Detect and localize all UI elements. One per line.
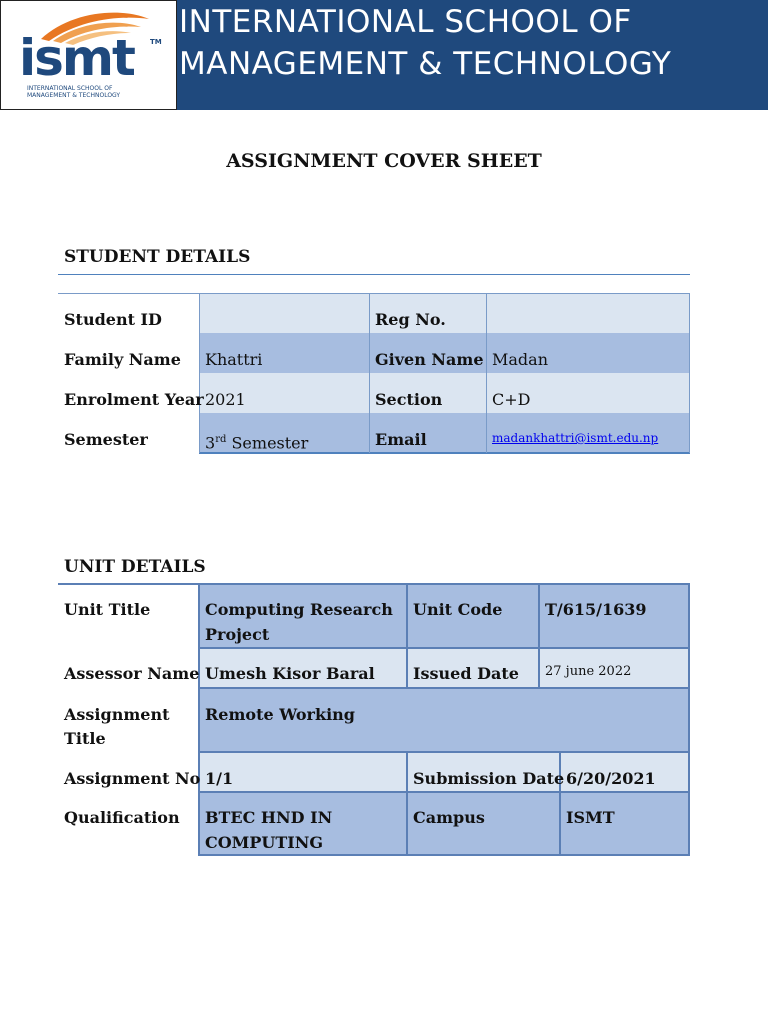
given-name-label: Given Name <box>375 350 484 369</box>
table-border <box>199 687 690 689</box>
table-border <box>406 584 408 688</box>
assessor-name-value: Umesh Kisor Baral <box>205 664 375 683</box>
assignment-no-value: 1/1 <box>205 769 234 788</box>
header-banner <box>177 0 768 110</box>
submission-date-value: 6/20/2021 <box>566 769 656 788</box>
unit-code-label: Unit Code <box>413 600 503 619</box>
unit-code-value: T/615/1639 <box>545 600 647 619</box>
reg-no-label: Reg No. <box>375 310 446 329</box>
assignment-title-label-line-1: Assignment <box>64 705 170 724</box>
semester-value <box>205 428 308 455</box>
table-row <box>199 373 690 413</box>
page-title: ASSIGNMENT COVER SHEET <box>226 150 542 172</box>
campus-value: ISMT <box>566 808 615 827</box>
table-border <box>369 293 370 453</box>
semester-suffix: rd <box>215 434 227 445</box>
semester-number: 3 <box>205 433 216 453</box>
table-border <box>58 583 690 585</box>
qualification-label: Qualification <box>64 808 180 827</box>
table-border <box>538 584 540 688</box>
logo-trademark: TM <box>150 38 162 46</box>
email-link[interactable]: madankhattri@ismt.edu.np <box>492 431 659 445</box>
student-details-heading: STUDENT DETAILS <box>64 247 251 267</box>
table-border <box>688 584 690 856</box>
assignment-no-label: Assignment No <box>64 769 201 788</box>
family-name-label: Family Name <box>64 350 181 369</box>
assignment-title-label-line-2: Title <box>64 729 106 748</box>
issued-date-label: Issued Date <box>413 664 519 683</box>
table-border <box>199 751 690 753</box>
section-value: C+D <box>492 390 531 409</box>
qualification-value-line-2: COMPUTING <box>205 833 324 852</box>
semester-label: Semester <box>64 430 148 449</box>
enrolment-year-value: 2021 <box>205 390 246 409</box>
table-border <box>689 293 690 453</box>
unit-title-value-line-1: Computing Research <box>205 600 393 619</box>
section-label: Section <box>375 390 443 409</box>
banner-title-line-2: MANAGEMENT & TECHNOLOGY <box>179 46 672 82</box>
logo-subtext-2: MANAGEMENT & TECHNOLOGY <box>27 92 121 99</box>
table-border <box>406 752 408 856</box>
table-border <box>199 791 690 793</box>
issued-date-value: 27 june 2022 <box>545 664 632 679</box>
table-border <box>199 647 690 649</box>
unit-title-value-line-2: Project <box>205 625 270 644</box>
section-divider <box>58 274 690 275</box>
campus-label: Campus <box>413 808 485 827</box>
logo-subtext-1: INTERNATIONAL SCHOOL OF <box>27 85 113 92</box>
assessor-name-label: Assessor Name <box>64 664 200 683</box>
table-border <box>198 584 200 856</box>
submission-date-label: Submission Date <box>413 769 565 788</box>
family-name-value: Khattri <box>205 350 263 369</box>
table-border <box>199 293 200 453</box>
student-id-label: Student ID <box>64 310 162 329</box>
unit-title-label: Unit Title <box>64 600 151 619</box>
qualification-value-line-1: BTEC HND IN <box>205 808 333 827</box>
assignment-title-value: Remote Working <box>205 705 355 724</box>
email-label: Email <box>375 430 427 449</box>
table-border <box>486 293 487 453</box>
banner-title-line-1: INTERNATIONAL SCHOOL OF <box>179 4 632 40</box>
enrolment-year-label: Enrolment Year <box>64 390 204 409</box>
given-name-value: Madan <box>492 350 549 369</box>
school-logo <box>0 0 177 110</box>
semester-word: Semester <box>226 433 309 453</box>
table-border <box>58 293 690 294</box>
unit-details-heading: UNIT DETAILS <box>64 557 206 577</box>
logo-wordmark: ismt <box>19 29 134 87</box>
